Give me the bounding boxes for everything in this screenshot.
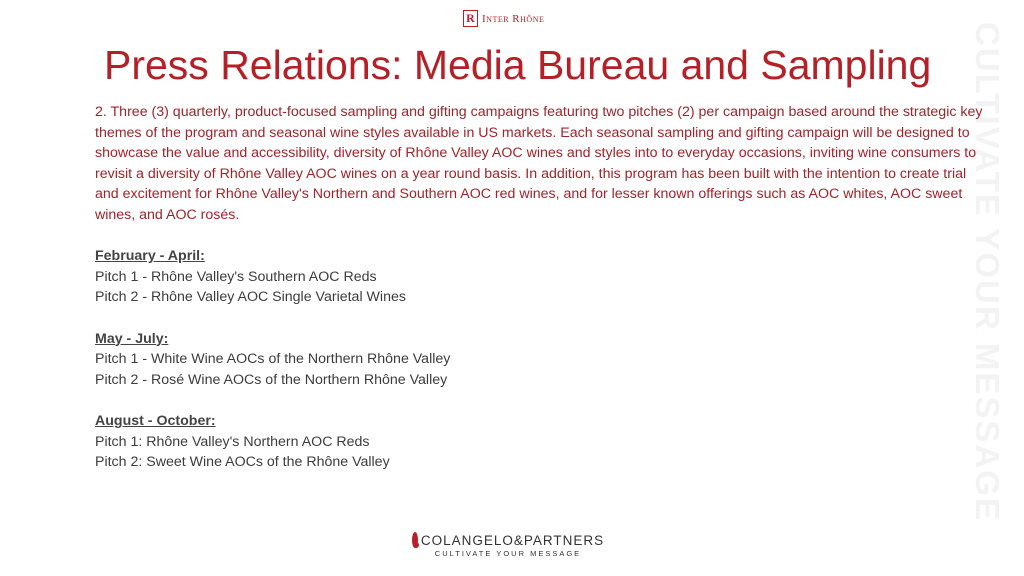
pitch-item: Pitch 1 - White Wine AOCs of the Northern Rhône Valley [95,351,451,368]
inter-rhone-logo [463,10,544,27]
logo-c-mark-icon [412,532,418,548]
page-title: Press Relations: Media Bureau and Sampling [104,42,932,88]
section-aug-oct [95,411,985,473]
section-may-jul [95,329,985,391]
footer-logo-tagline: CULTIVATE YOUR MESSAGE [434,549,582,558]
section-feb-apr [95,246,985,308]
footer-logo-name: COLANGELO&PARTNERS [420,532,605,548]
colangelo-partners-logo [415,532,605,558]
pitch-item: Pitch 2: Sweet Wine AOCs of the Rhône Valley [95,454,390,471]
pitch-item: Pitch 2 - Rhône Valley AOC Single Varietal Wines [95,289,406,306]
section-heading: February - April: [95,248,205,265]
logo-mark-icon: R [463,10,478,27]
watermark-text: CULTIVATE YOUR MESSAGE [969,22,1006,522]
logo-text: Inter Rhône [482,12,545,25]
content-body [95,102,985,493]
section-heading: August - October: [95,412,216,429]
pitch-item: Pitch 1: Rhône Valley's Northern AOC Reds [95,433,370,450]
pitch-item: Pitch 1 - Rhône Valley's Southern AOC Reds [95,268,377,285]
intro-paragraph: 2. Three (3) quarterly, product-focused sampling and gifting campaigns featuring two pitches (2) per campaign based around the strategic key themes of the program and seasonal wine styles available in US markets. Each seasonal sampling and gifting campaign will be designed to showcase the value and accessibility, diversity of Rhône Valley AOC wines and styles into to everyday occasions, inviting wine consumers to revisit a diversity of Rhône Valley AOC wines on a year round basis. In addition, this program has been built with the intention to create trial and excitement for Rhône Valley's Northern and Southern AOC red wines, and for lesser known offerings such as AOC whites, AOC sweet wines, and AOC rosés. [95,104,983,223]
section-heading: May - July: [95,330,169,347]
pitch-item: Pitch 2 - Rosé Wine AOCs of the Northern Rhône Valley [95,371,448,388]
